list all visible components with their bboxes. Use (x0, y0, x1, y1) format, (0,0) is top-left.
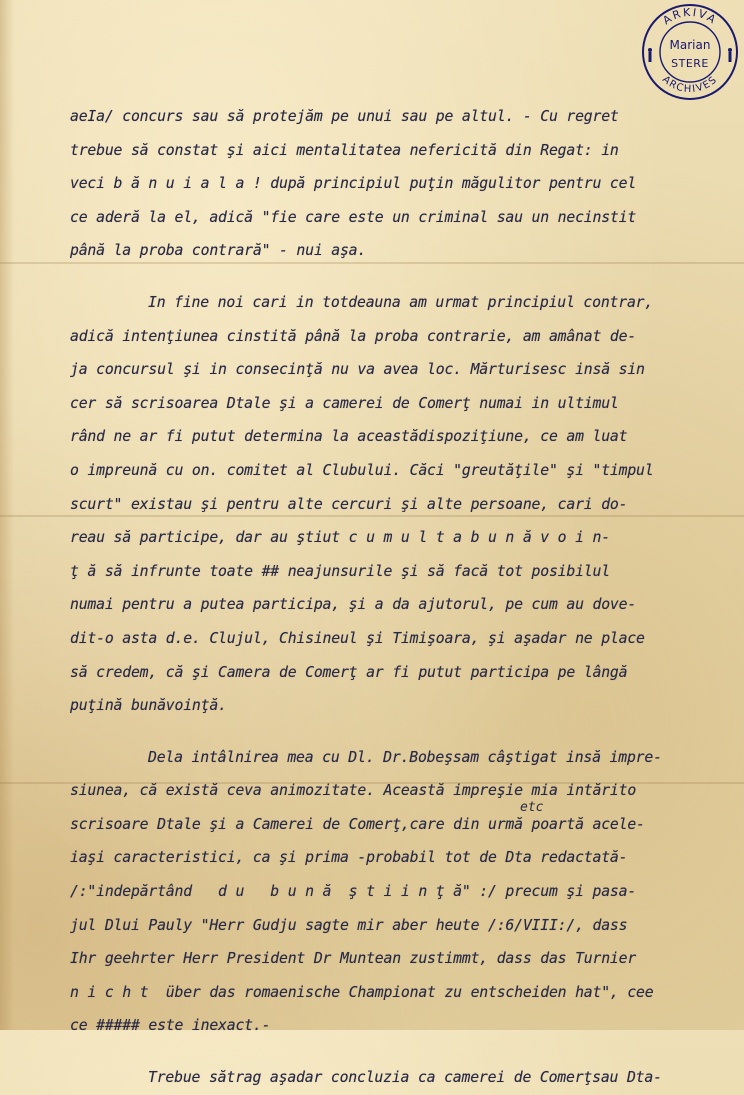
text-line: ce aderă la el, adică "fie care este un criminal sau un necinstit (70, 208, 637, 226)
archive-stamp (640, 2, 740, 102)
archive-stamp-seal-icon (640, 2, 740, 102)
text-line: In fine noi cari in totdeauna am urmat principiul contrar, (148, 293, 654, 311)
text-line: Ihr geehrter Herr President Dr Muntean zustimmt, dass das Turnier (70, 950, 637, 968)
stamp-name-last: STERE (671, 57, 709, 70)
text-line: iaşi caracteristici, ca şi prima -probabil tot de Dta redactată- (70, 849, 628, 867)
text-line: scurt" existau şi pentru alte cercuri şi alte persoane, cari do- (70, 495, 628, 513)
text-line: dit-o asta d.e. Clujul, Chisineul şi Timişoara, şi aşadar ne place (70, 629, 645, 647)
paragraph-gap (70, 723, 730, 741)
text-line: rând ne ar fi putut determina la aceastădispoziţiune, ce am luat (70, 428, 628, 446)
text-line: siunea, că există ceva animozitate. Această impreşie mia intărito (70, 782, 637, 800)
text-line: veci b ă n u i a l a ! după principiul puţin măgulitor pentru cel (70, 175, 637, 193)
text-line: Dela intâlnirea mea cu Dl. Dr.Bobeşsam câştigat insă impre- (148, 748, 662, 766)
paragraph-gap (70, 268, 730, 286)
text-line: n i c h t über das romaenische Championat zu entscheiden hat", cee (70, 983, 654, 1001)
text-line: până la proba contrară" - nui aşa. (70, 242, 367, 260)
paragraph-gap (70, 1043, 730, 1061)
text-line: numai pentru a putea participa, şi a da ajutorul, pe cum au dove- (70, 596, 637, 614)
text-line: Trebue sătrag aşadar concluzia ca camerei de Comerţsau Dta- (148, 1069, 662, 1087)
interlinear-note: etc (520, 800, 544, 815)
svg-text:ARKIVA: ARKIVA (660, 5, 720, 28)
text-line: reau să participe, dar au ştiut c u m u l t a b u n ă v o i n- (70, 529, 610, 547)
text-line: o impreună cu on. comitet al Clubului. Căci "greutăţile" şi "timpul (70, 461, 654, 479)
text-line: adică intenţiunea cinstită până la proba contrarie, am amânat de- (70, 327, 637, 345)
text-line: puţină bunăvoinţă. (70, 697, 227, 715)
text-line: să credem, că şi Camera de Comerţ ar fi putut participa pe lângă (70, 663, 628, 681)
typewritten-letter-body (70, 100, 730, 1095)
text-line: ţ ă să infrunte toate ## neajunsurile şi să facă tot posibilul (70, 562, 610, 580)
text-line: cer să scrisoarea Dtale şi a camerei de Comerţ numai in ultimul (70, 394, 619, 412)
text-line: aeIa/ concurs sau să protejăm pe unui sau pe altul. - Cu regret (70, 108, 619, 125)
stamp-name-first: Marian (669, 38, 711, 52)
text-line: ce ##### este inexact.- (70, 1017, 271, 1035)
text-line: jul Dlui Pauly "Herr Gudju sagte mir aber heute /:6/VIII:/, dass (70, 916, 628, 934)
svg-text:ARCHIVES: ARCHIVES (660, 74, 720, 96)
text-line: ja concursul şi in consecinţă nu va avea loc. Mărturisesc insă sin (70, 361, 645, 379)
text-line: scrisoare Dtale şi a Camerei de Comerţ,care din urmă poartă acele- (70, 815, 645, 833)
text-line: trebue să constat şi aici mentalitatea nefericită din Regat: in (70, 141, 619, 159)
text-line: /:"indepărtând d u b u n ă ş t i i n ţ ă" :/ precum şi pasa- (70, 883, 637, 901)
